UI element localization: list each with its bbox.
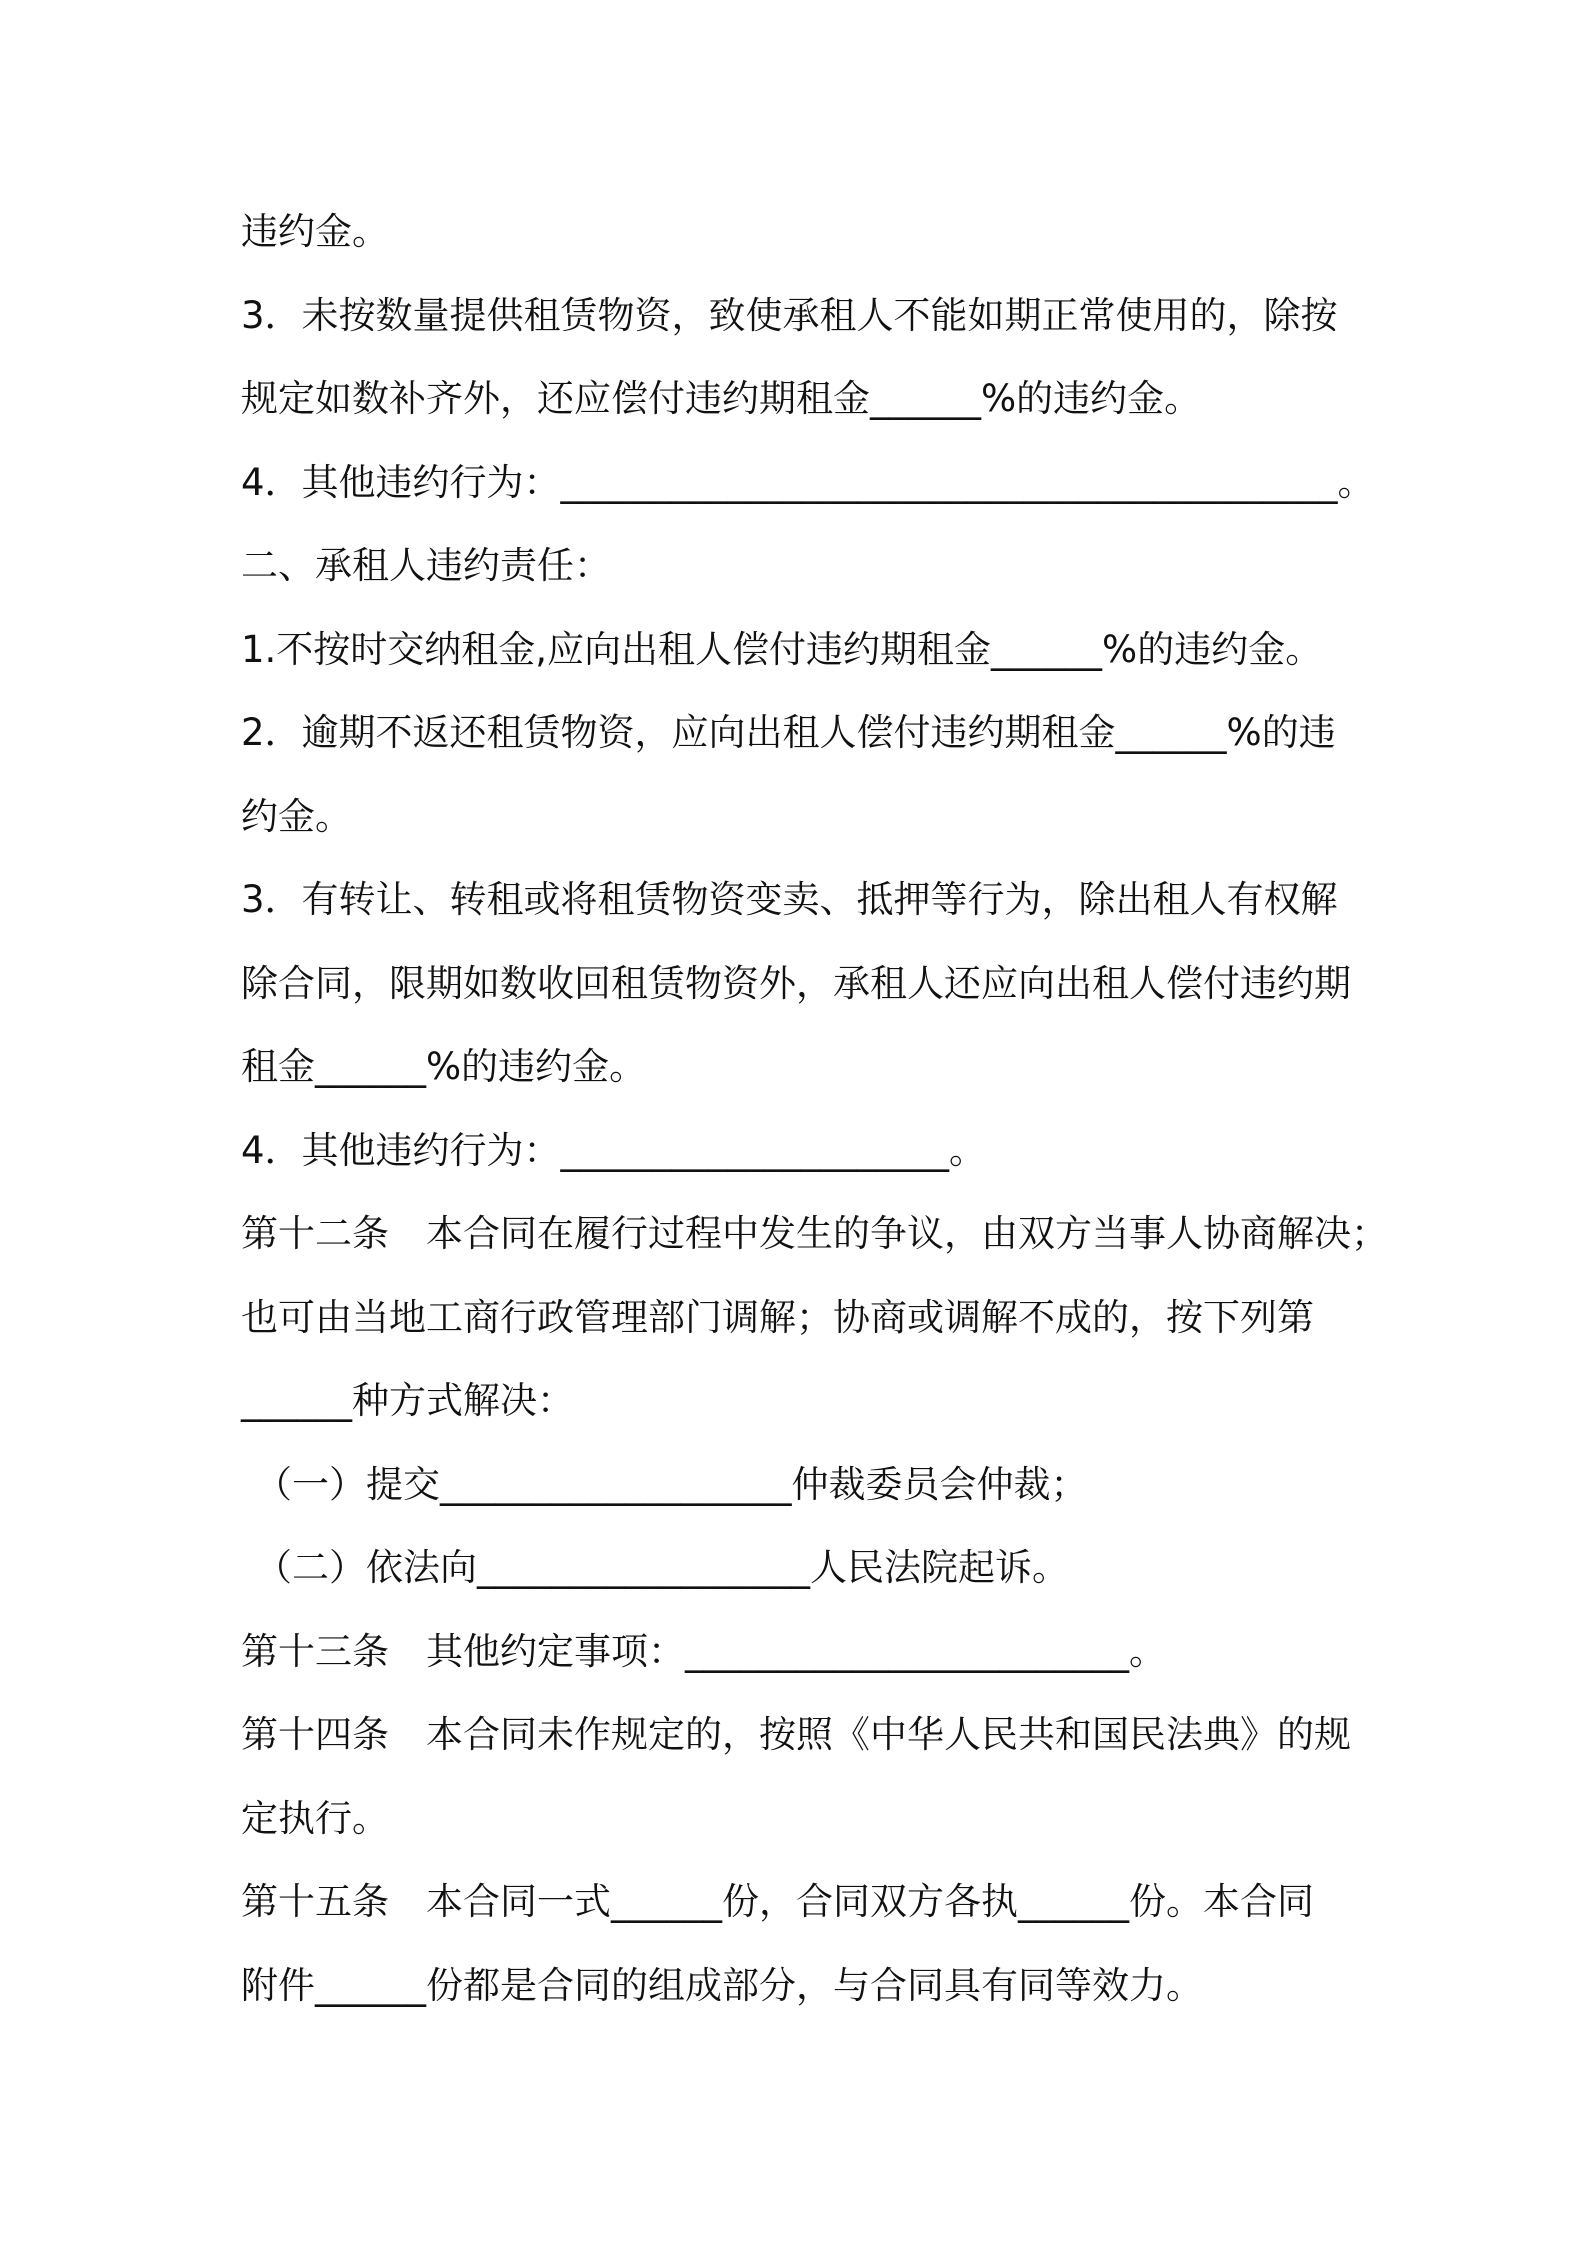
text-line: 规定如数补齐外，还应偿付违约期租金______%的违约金。 [241,377,1202,420]
text-line: 定执行。 [241,1796,389,1840]
article-14: 第十四条 本合同未作规定的，按照《中华人民共和国民法典》的规 [241,1713,1351,1756]
text-line: 除合同，限期如数收回租赁物资外，承租人还应向出租人偿付违约期 [241,961,1351,1005]
contract-body [241,190,1388,2027]
text-line: 4．其他违约行为：_____________________。 [241,1128,987,1172]
text-line: 租金______%的违约金。 [241,1045,647,1088]
text-line: 1.不按时交纳租金,应向出租人偿付违约期租金______%的违约金。 [241,627,1323,671]
text-line: 3．未按数量提供租赁物资，致使承租人不能如期正常使用的，除按 [241,293,1338,337]
section-heading: 二、承租人违约责任： [241,544,611,587]
text-line: 约金。 [241,794,352,838]
text-line: ______种方式解决： [241,1379,574,1422]
option-arbitration: （一）提交___________________仲裁委员会仲裁； [255,1462,1088,1506]
text-line: 4．其他违约行为：__________________________________________。 [241,460,1375,504]
text-line: 附件______份都是合同的组成部分，与合同具有同等效力。 [241,1963,1203,2007]
article-12: 第十二条 本合同在履行过程中发生的争议，由双方当事人协商解决； [241,1212,1388,1255]
text-line: 2．逾期不返还租赁物资，应向出租人偿付违约期租金______%的违 [241,711,1336,754]
option-litigation: （二）依法向__________________人民法院起诉。 [255,1546,1069,1589]
text-line: 也可由当地工商行政管理部门调解；协商或调解不成的，按下列第 [241,1295,1314,1339]
article-15: 第十五条 本合同一式______份，合同双方各执______份。本合同 [241,1880,1314,1923]
text-line: 违约金。 [241,210,389,253]
article-13: 第十三条 其他约定事项：________________________。 [241,1629,1166,1673]
text-line: 3．有转让、转租或将租赁物资变卖、抵押等行为，除出租人有权解 [241,878,1338,921]
